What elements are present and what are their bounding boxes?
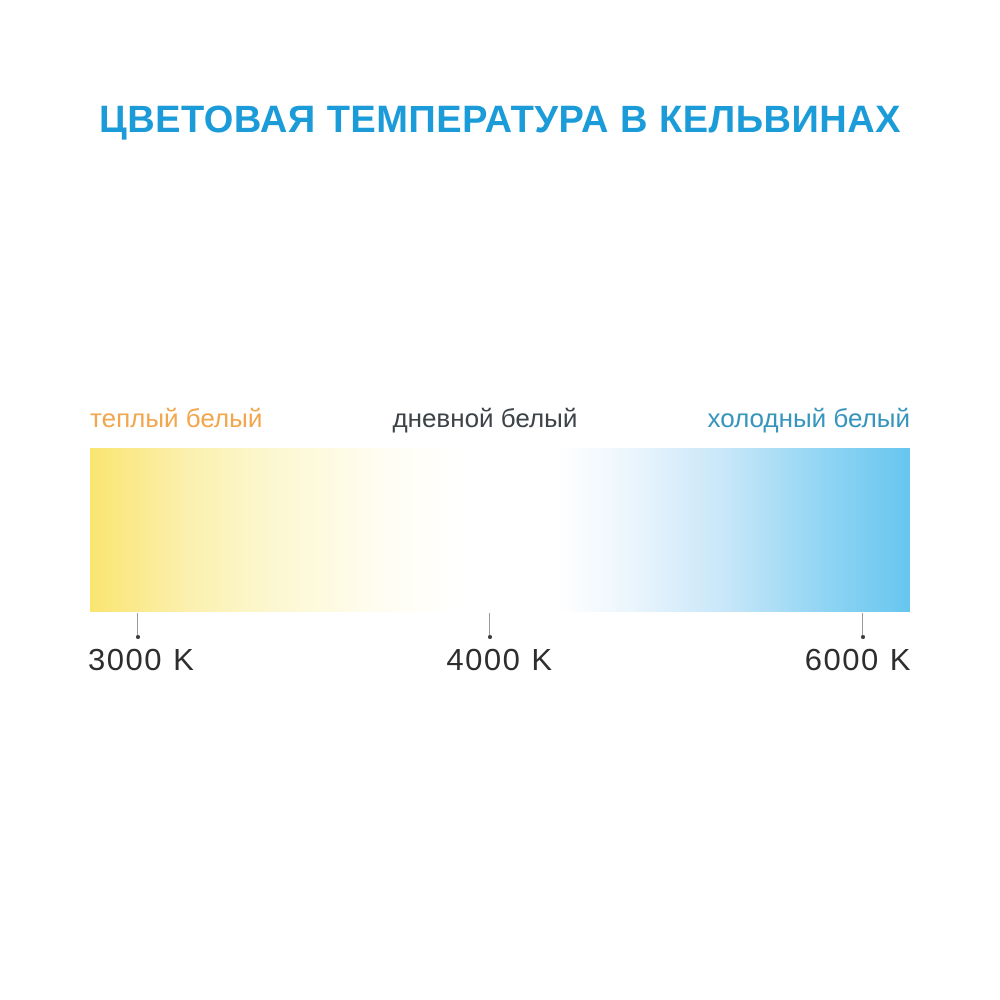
tick-marker-4000k (488, 613, 492, 635)
page-title: ЦВЕТОВАЯ ТЕМПЕРАТУРА В КЕЛЬВИНАХ (98, 99, 901, 141)
daylight-white-label: дневной белый (392, 403, 578, 433)
tick-marker-6000k (861, 613, 865, 635)
tick-dot (136, 635, 140, 639)
tick-dot (488, 635, 492, 639)
cold-white-label: холодный белый (707, 403, 910, 433)
kelvin-labels-row (88, 642, 912, 678)
tick-marker-3000k (136, 613, 140, 635)
zone-labels-row (90, 403, 910, 433)
kelvin-label-3000k: 3000 K (88, 642, 196, 677)
color-temperature-gradient-bar (90, 448, 910, 612)
tick-line (137, 613, 138, 635)
tick-line (862, 613, 863, 635)
kelvin-label-6000k: 6000 K (804, 642, 912, 677)
kelvin-label-4000k: 4000 K (446, 642, 554, 677)
tick-line (489, 613, 490, 635)
tick-dot (861, 635, 865, 639)
warm-white-label: теплый белый (90, 403, 263, 433)
